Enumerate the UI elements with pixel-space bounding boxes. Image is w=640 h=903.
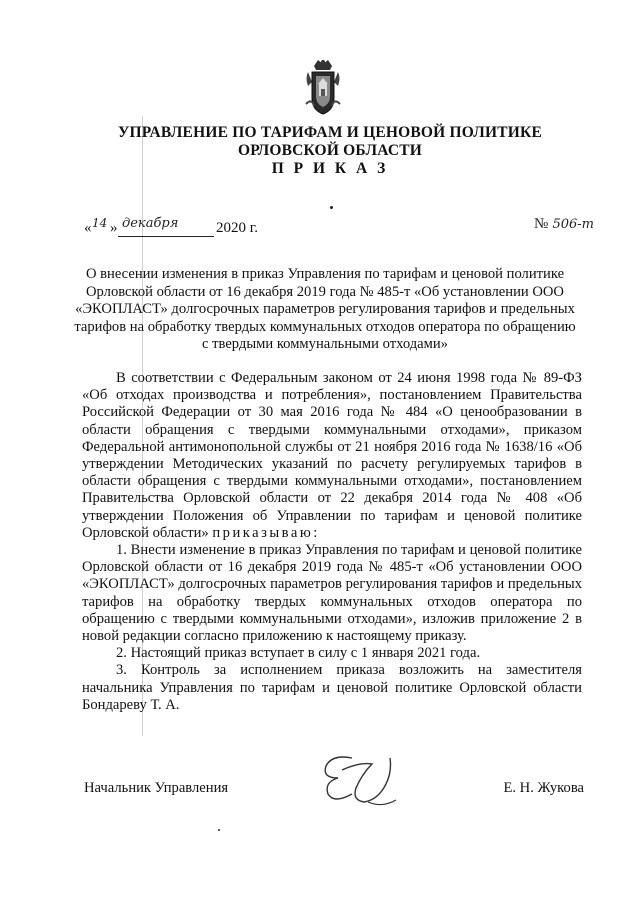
number-sign: № — [534, 216, 549, 232]
coat-of-arms-icon — [304, 58, 342, 116]
organization-region: ОРЛОВСКОЙ ОБЛАСТИ — [237, 142, 423, 159]
organization-name: УПРАВЛЕНИЕ ПО ТАРИФАМ И ЦЕНОВОЙ ПОЛИТИКЕ — [117, 124, 543, 141]
quote-close: » — [110, 220, 118, 236]
scan-dot — [330, 206, 333, 209]
preamble-text: В соответствии с Федеральным законом от 24 июня 1998 года № 89-ФЗ «Об отходах производства и потребления», постановлением Правительства Российской Федерации от 30 мая 2016 года № 484 «О ценообразовании в области обращения с твердыми коммунальными отходами», приказом Федеральной антимонопольной службы от 21 ноября 2016 года № 1638/16 «Об утверждении Методических указаний по расчету регулируемых тарифов в области обращения с твердыми коммунальными отходами», постановлением Правительства Орловской области от 22 декабря 2014 года № 408 «Об утверждении Положения об Управлении по тарифам и ценовой политике Орловской области» — [82, 370, 582, 541]
item-1: 1. Внести изменение в приказ Управления по тарифам и ценовой политике Орловской области от 16 декабря 2019 года № 485-т «Об установлении ООО «ЭКОПЛАСТ» долгосрочных параметров регулирования тарифов и предельных тарифов на обработку твердых коммунальных отходов оператора по обращению с твердыми коммунальными отходами», изложив приложение 2 в новой редакции согласно приложению к настоящему приказу. — [82, 542, 582, 645]
handwritten-signature — [312, 744, 412, 814]
order-number — [534, 216, 594, 233]
signatory-name: Е. Н. Жукова — [503, 780, 584, 796]
scan-speck — [218, 829, 220, 831]
order-title: О внесении изменения в приказ Управления по тарифам и ценовой политике Орловской области от 16 декабря 2019 года № 485-т «Об установлении ООО «ЭКОПЛАСТ» долгосрочных параметров регулирования тарифов и предельных тарифов на обработку твердых коммунальных отходов оператора по обращению с твердыми коммунальными отходами» — [74, 266, 576, 352]
month-underline — [118, 236, 214, 237]
date-year: 2020 г. — [216, 220, 258, 236]
date-day: 14 — [92, 216, 108, 230]
date-month: декабря — [122, 216, 179, 231]
order-number-value: 506-т — [552, 217, 594, 232]
date-number-row — [84, 216, 594, 238]
item-2: 2. Настоящий приказ вступает в силу с 1 января 2021 года. — [116, 645, 481, 662]
quote-open: « — [84, 220, 92, 236]
order-word: приказываю: — [212, 524, 320, 541]
order-body — [82, 370, 582, 714]
signatory-position: Начальник Управления — [84, 780, 229, 796]
document-type: П Р И К А З — [271, 160, 389, 177]
preamble-paragraph — [82, 370, 582, 542]
item-3: 3. Контроль за исполнением приказа возложить на заместителя начальника Управления по тарифам и ценовой политике Орловской области Бондареву Т. А. — [82, 662, 582, 713]
